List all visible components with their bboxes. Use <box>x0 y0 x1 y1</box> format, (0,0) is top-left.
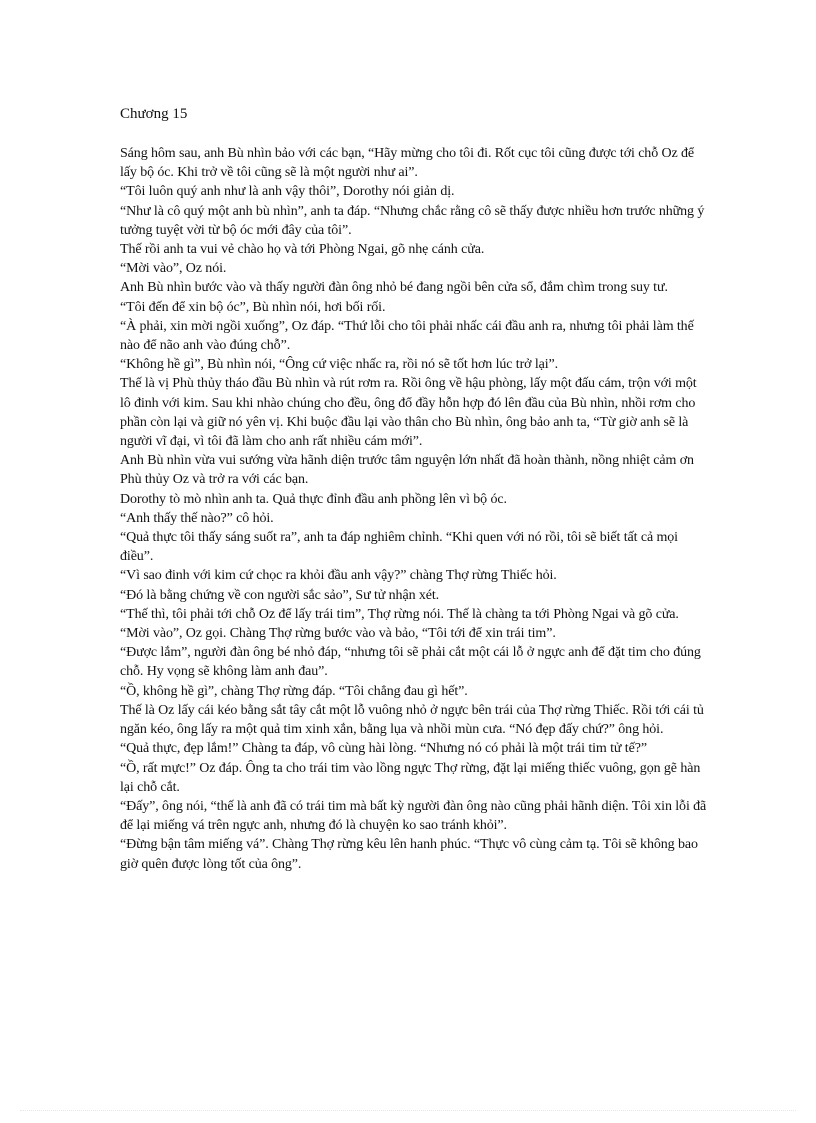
paragraph: “Vì sao đinh với kim cứ chọc ra khỏi đầu anh vậy?” chàng Thợ rừng Thiếc hỏi. <box>120 568 557 584</box>
paragraph: Anh Bù nhìn vừa vui sướng vừa hãnh diện trước tâm nguyện lớn nhất đã hoàn thành, nồng nhiệt cảm ơn Phù thủy Oz và trở ra với các bạn. <box>120 453 694 488</box>
paragraph: Thế là Oz lấy cái kéo bằng sắt tây cắt một lỗ vuông nhỏ ở ngực bên trái của Thợ rừng Thiếc. Rồi tới cái tủ ngăn kéo, ông lấy ra một quả tim xinh xắn, bằng lụa và nhồi mùn cưa. “Nó đẹp đấy chứ?” ông hỏi. <box>120 702 704 738</box>
paragraph: “Được lắm”, người đàn ông bé nhỏ đáp, “nhưng tôi sẽ phải cắt một cái lỗ ở ngực anh để đặt tim cho đúng chỗ. Hy vọng sẽ không làm anh đau”. <box>120 645 701 680</box>
paragraph: “Không hề gì”, Bù nhìn nói, “Ông cứ việc nhấc ra, rồi nó sẽ tốt hơn lúc trở lại”. <box>120 357 559 373</box>
chapter-title: Chương 15 <box>120 106 188 122</box>
paragraph: “Ồ, rất mực!” Oz đáp. Ông ta cho trái tim vào lồng ngực Thợ rừng, đặt lại miếng thiếc vuông, gọn gẽ hàn lại chỗ cắt. <box>120 760 701 795</box>
paragraph: “Anh thấy thế nào?” cô hỏi. <box>120 510 274 526</box>
paragraph: “Quả thực, đẹp lắm!” Chàng ta đáp, vô cùng hài lòng. “Nhưng nó có phải là một trái tim tử tế?” <box>120 741 647 757</box>
body-text <box>120 144 710 874</box>
paragraph: “Tôi luôn quý anh như là anh vậy thôi”, Dorothy nói giản dị. <box>120 184 455 200</box>
paragraph: “Thế thì, tôi phải tới chỗ Oz để lấy trái tim”, Thợ rừng nói. Thế là chàng ta tới Phòng Ngai và gõ cửa. <box>120 606 679 622</box>
paragraph: “Mời vào”, Oz gọi. Chàng Thợ rừng bước vào và bảo, “Tôi tới để xin trái tim”. <box>120 626 556 642</box>
paragraph: Thế là vị Phù thủy tháo đầu Bù nhìn và rút rơm ra. Rồi ông về hậu phòng, lấy một đấu cám, trộn với một lô đinh với kim. Sau khi nhào chúng cho đều, ông đổ đầy hỗn hợp đó lên đầu của Bù nhìn, nhồi rơm cho phần còn lại và giữ nó yên vị. Khi buộc đầu lại vào thân cho Bù nhìn, ông bảo anh ta, “Từ giờ anh sẽ là người vĩ đại, vì tôi đã làm cho anh rất nhiều cám mới”. <box>120 376 697 450</box>
paragraph: “Quả thực tôi thấy sáng suốt ra”, anh ta đáp nghiêm chỉnh. “Khi quen với nó rồi, tôi sẽ biết tất cả mọi điều”. <box>120 530 678 565</box>
paragraph: “Mời vào”, Oz nói. <box>120 261 227 277</box>
paragraph: “Ồ, không hề gì”, chàng Thợ rừng đáp. “Tôi chẳng đau gì hết”. <box>120 683 468 699</box>
paragraph: Anh Bù nhìn bước vào và thấy người đàn ông nhỏ bé đang ngồi bên cửa sổ, đắm chìm trong suy tư. <box>120 280 668 296</box>
paragraph: “Như là cô quý một anh bù nhìn”, anh ta đáp. “Nhưng chắc rằng cô sẽ thấy được nhiều hơn trước những ý tưởng tuyệt vời từ bộ óc mới đây của tôi”. <box>120 203 705 238</box>
paragraph: “Đó là bằng chứng về con người sắc sảo”, Sư tử nhận xét. <box>120 587 440 603</box>
paragraph: Thế rồi anh ta vui vẻ chào họ và tới Phòng Ngai, gõ nhẹ cánh cửa. <box>120 242 485 258</box>
document-page <box>120 104 710 874</box>
paragraph: “Đấy”, ông nói, “thế là anh đã có trái tim mà bất kỳ người đàn ông nào cũng phải hãnh diện. Tôi xin lỗi đã để lại miếng vá trên ngực anh, nhưng đó là chuyện ko sao tránh khỏi”. <box>120 798 707 834</box>
paragraph: Dorothy tò mò nhìn anh ta. Quả thực đỉnh đầu anh phồng lên vì bộ óc. <box>120 491 507 507</box>
paragraph: Sáng hôm sau, anh Bù nhìn bảo với các bạn, “Hãy mừng cho tôi đi. Rốt cục tôi cũng được tới chỗ Oz để lấy bộ óc. Khi trở về tôi cũng sẽ là một người như ai”. <box>120 146 695 181</box>
paragraph: “À phải, xin mời ngồi xuống”, Oz đáp. “Thứ lỗi cho tôi phải nhấc cái đầu anh ra, nhưng tôi phải làm thế nào để não anh vào đúng chỗ”. <box>120 318 694 354</box>
paragraph: “Đừng bận tâm miếng vá”. Chàng Thợ rừng kêu lên hanh phúc. “Thực vô cùng cảm tạ. Tôi sẽ không bao giờ quên được lòng tốt của ông”. <box>120 837 698 872</box>
page-bottom-divider <box>20 1110 796 1111</box>
paragraph: “Tôi đến để xin bộ óc”, Bù nhìn nói, hơi bối rối. <box>120 299 386 315</box>
